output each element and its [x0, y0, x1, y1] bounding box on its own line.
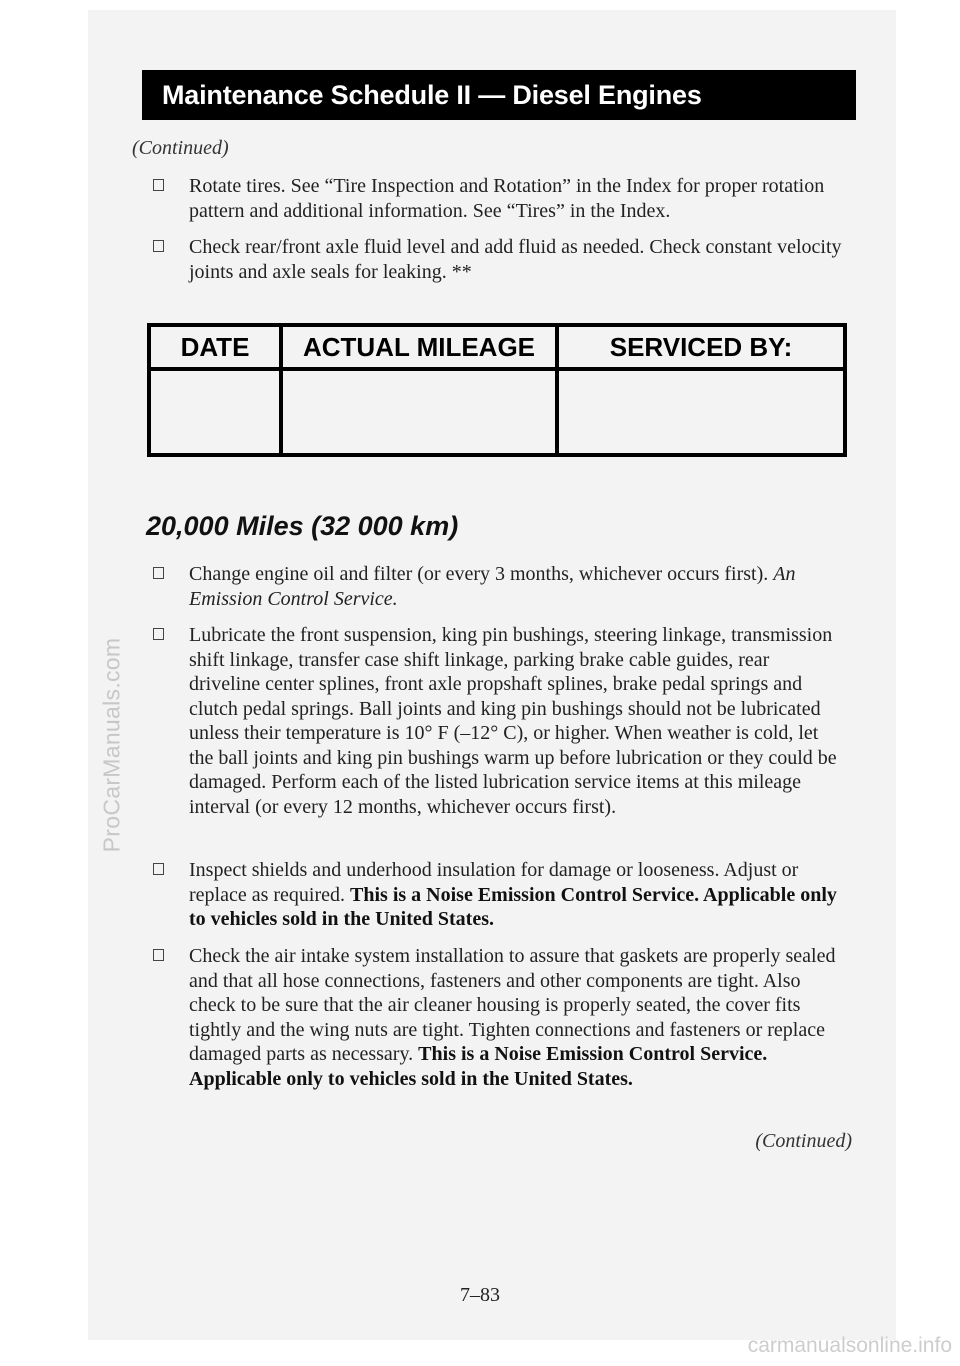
noise-emission-notice: This is a Noise Emission Control Service. Applicable only to vehicles sold in the United States.	[189, 1043, 768, 1090]
bottom-watermark: carmanualsonline.info	[747, 1334, 952, 1357]
section-heading: 20,000 Miles (32 000 km)	[146, 511, 459, 541]
checklist-item-text: Check rear/front axle fluid level and add fluid as needed. Check constant velocity joints and axle seals for leaking. **	[189, 236, 842, 283]
column-header-date: DATE	[149, 325, 281, 369]
column-header-actual-mileage: ACTUAL MILEAGE	[281, 325, 557, 369]
checklist-item-lubricate	[153, 623, 843, 819]
side-watermark: ProCarManuals.com	[98, 637, 125, 853]
page-number: 7–83	[460, 1284, 500, 1306]
checkbox-icon	[153, 949, 164, 961]
checklist-item-text: Lubricate the front suspension, king pin bushings, steering linkage, transmission shift linkage, transfer case shift linkage, parking brake cable guides, rear driveline center splines, front axle propshaft splines, brake pedal springs and clutch pedal springs. Ball joints and king pin bushings should not be lubricated unless their temperature is 10° F (–12° C), or higher. When weather is cold, let the ball joints and king pin bushings warm up before lubrication or they could be damaged. Perform each of the listed lubrication service items at this mileage interval (or every 12 months, whichever occurs first).	[189, 624, 837, 818]
checklist-item-air-intake	[153, 944, 843, 1091]
checkbox-icon	[153, 628, 164, 640]
date-entry-cell	[149, 369, 281, 455]
service-record-table	[147, 323, 847, 457]
checklist-item-axle-fluid	[153, 235, 843, 284]
emission-service-note: An Emission Control Service.	[189, 563, 796, 610]
checklist-item-rotate-tires	[153, 174, 843, 223]
page-title: Maintenance Schedule II — Diesel Engines	[162, 79, 702, 110]
noise-emission-notice: This is a Noise Emission Control Service. Applicable only to vehicles sold in the United States.	[189, 883, 837, 930]
column-header-serviced-by: SERVICED BY:	[557, 325, 845, 369]
checklist-item-text: Change engine oil and filter (or every 3 months, whichever occurs first).	[189, 563, 769, 585]
continued-label-bottom: (Continued)	[755, 1130, 852, 1152]
checklist-item-text: Check the air intake system installation to assure that gaskets are properly sealed and that all hose connections, fasteners and other components are tight. Also check to be sure that the air cleaner housing is properly seated, the cover fits tightly and the wing nuts are tight. Tighten connections and fasteners or replace damaged parts as necessary.	[189, 945, 836, 1065]
serviced-by-entry-cell	[557, 369, 845, 455]
checkbox-icon	[153, 240, 164, 252]
checkbox-icon	[153, 179, 164, 191]
checklist-item-text: Inspect shields and underhood insulation for damage or looseness. Adjust or replace as required.	[189, 859, 799, 906]
page-title-bar	[142, 70, 856, 120]
continued-label-top: (Continued)	[132, 137, 229, 159]
checklist-item-inspect-shields	[153, 858, 843, 932]
checklist-item-engine-oil	[153, 562, 843, 611]
checkbox-icon	[153, 863, 164, 875]
service-record-entry-row	[149, 369, 845, 455]
service-record-header-row	[149, 325, 845, 369]
checkbox-icon	[153, 567, 164, 579]
mileage-entry-cell	[281, 369, 557, 455]
checklist-item-text: Rotate tires. See “Tire Inspection and Rotation” in the Index for proper rotation pattern and additional information. See “Tires” in the Index.	[189, 175, 825, 222]
